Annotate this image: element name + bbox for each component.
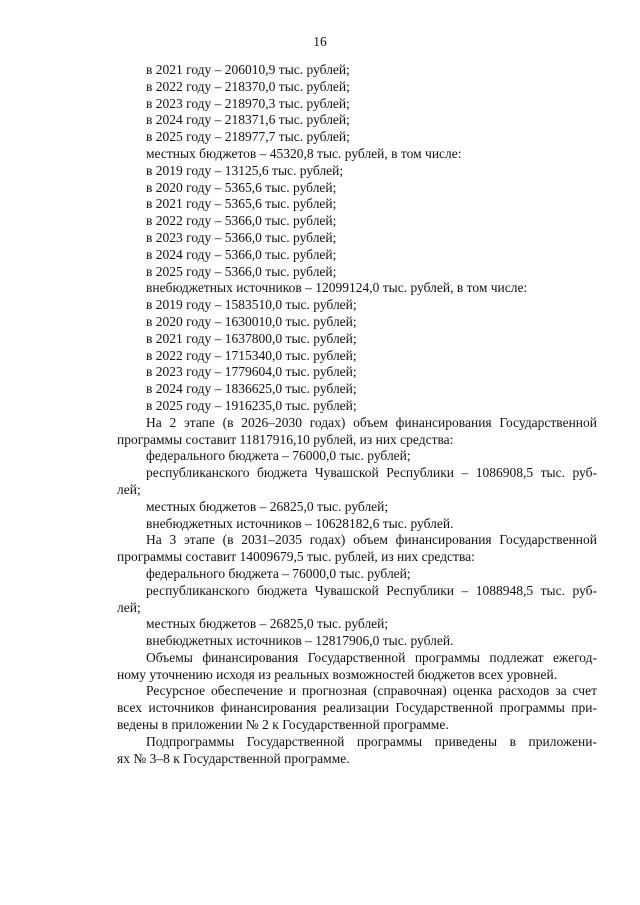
list-item: в 2024 году – 218371,6 тыс. рублей; [146,112,350,128]
list-item: в 2023 году – 5366,0 тыс. рублей; [146,229,337,245]
list-item: в 2022 году – 5366,0 тыс. рублей; [146,213,337,229]
list-item: в 2024 году – 1836625,0 тыс. рублей; [146,381,357,397]
subprograms-line1: Подпрограммы Государственной программы приведены в приложени- [146,733,597,749]
document-body [117,62,597,767]
resources-line1: Ресурсное обеспечение и прогнозная (справочная) оценка расходов за счет [146,683,597,699]
stage2-republic [117,465,597,499]
volumes-line1: Объемы финансирования Государственной программы подлежат ежегод- [146,649,597,665]
list-item: в 2025 году – 1916235,0 тыс. рублей; [146,397,357,413]
list-item: в 2022 году – 218370,0 тыс. рублей; [146,78,350,94]
list-item: в 2020 году – 1630010,0 тыс. рублей; [146,313,357,329]
local-budget-header: местных бюджетов – 45320,8 тыс. рублей, в том числе: [146,145,462,161]
stage3-republic [117,583,597,617]
stage2-republic-line2: лей; [117,481,141,497]
list-item: в 2022 году – 1715340,0 тыс. рублей; [146,347,357,363]
stage3-local: местных бюджетов – 26825,0 тыс. рублей; [146,616,389,632]
list-item: в 2019 году – 1583510,0 тыс. рублей; [146,297,357,313]
stage2-extra: внебюджетных источников – 10628182,6 тыс. рублей. [146,515,454,531]
stage2-line1: На 2 этапе (в 2026–2030 годах) объем финансирования Государственной [146,414,597,430]
resources-line3: ведены в приложении № 2 к Государственной программе. [117,717,449,733]
stage3-line1: На 3 этапе (в 2031–2035 годах) объем финансирования Государственной [146,532,597,548]
list-item: в 2025 году – 218977,7 тыс. рублей; [146,129,350,145]
stage3-extra: внебюджетных источников – 12817906,0 тыс. рублей. [146,633,454,649]
list-item: в 2023 году – 1779604,0 тыс. рублей; [146,364,357,380]
stage3-republic-line2: лей; [117,599,141,615]
resources-paragraph [117,683,597,733]
list-item: в 2023 году – 218970,3 тыс. рублей; [146,95,350,111]
extrabudget-header: внебюджетных источников – 12099124,0 тыс. рублей, в том числе: [146,280,528,296]
stage2-local: местных бюджетов – 26825,0 тыс. рублей; [146,498,389,514]
resources-line2: всех источников финансирования реализации Государственной программы при- [117,700,597,716]
stage3-paragraph [117,532,597,566]
volumes-line2: ному уточнению исходя из реальных возможностей бюджетов всех уровней. [117,666,558,682]
list-item: в 2025 году – 5366,0 тыс. рублей; [146,263,337,279]
stage2-republic-line1: республиканского бюджета Чувашской Республики – 1086908,5 тыс. руб- [146,465,597,481]
list-item: в 2021 году – 206010,9 тыс. рублей; [146,62,350,77]
list-item: в 2021 году – 5365,6 тыс. рублей; [146,196,337,212]
list-item: в 2020 году – 5365,6 тыс. рублей; [146,179,337,195]
list-item: в 2021 году – 1637800,0 тыс. рублей; [146,330,357,346]
page-number: 16 [313,34,327,49]
list-item: в 2019 году – 13125,6 тыс. рублей; [146,162,344,178]
stage2-paragraph [117,415,597,449]
stage3-line2: программы составит 14009679,5 тыс. рублей, из них средства: [117,549,475,565]
stage3-republic-line1: республиканского бюджета Чувашской Республики – 1088948,5 тыс. руб- [146,582,597,598]
subprograms-line2: ях № 3–8 к Государственной программе. [117,750,350,766]
list-item: в 2024 году – 5366,0 тыс. рублей; [146,246,337,262]
subprograms-paragraph [117,734,597,768]
stage2-federal: федерального бюджета – 76000,0 тыс. рублей; [146,448,411,464]
stage3-federal: федерального бюджета – 76000,0 тыс. рублей; [146,565,411,581]
stage2-line2: программы составит 11817916,10 рублей, из них средства: [117,431,454,447]
volumes-paragraph [117,650,597,684]
